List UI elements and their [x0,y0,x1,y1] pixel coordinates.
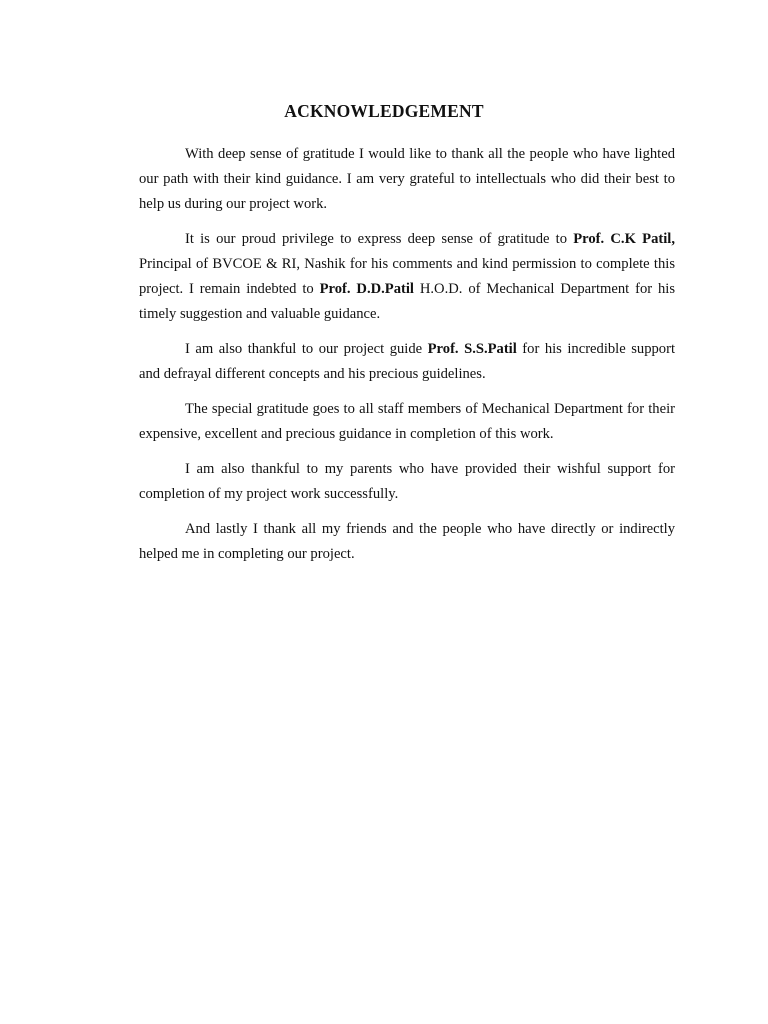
person-name: Prof. S.S.Patil [427,341,517,357]
paragraph-text: The special gratitude goes to all staff members of Mechanical Department for their expensive, excellent and precious guidance in completion of this work. [139,401,675,442]
page-title: ACKNOWLEDGEMENT [284,101,484,121]
paragraph-text: Principal of BVCOE & RI, Nashik for his comments and kind permission to complete this project. I remain indebted to [139,256,675,297]
paragraph-5 [139,457,675,507]
paragraph-text: It is our proud privilege to express deep sense of gratitude to [185,231,574,247]
paragraph-6 [139,517,675,567]
acknowledgement-body [139,142,675,577]
paragraph-text: H.O.D. of Mechanical Department for his timely suggestion and valuable guidance. [139,281,676,322]
paragraph-3 [139,337,675,387]
person-name: Prof. D.D.Patil [319,281,414,297]
paragraph-text: for his incredible support and defrayal different concepts and his precious guidelines. [139,341,675,382]
paragraph-1 [139,142,675,217]
paragraph-4 [139,397,675,447]
paragraph-text: With deep sense of gratitude I would like to thank all the people who have lighted our path with their kind guidance. I am very grateful to intellectuals who did their best to help us during our project work. [139,146,675,212]
paragraph-text: And lastly I thank all my friends and the people who have directly or indirectly helped me in completing our project. [139,521,675,562]
paragraph-text: I am also thankful to my parents who have provided their wishful support for completion of my project work successfully. [139,461,675,502]
person-name: Prof. C.K Patil, [573,231,675,247]
paragraph-2 [139,227,675,327]
paragraph-text: I am also thankful to our project guide [185,341,428,357]
